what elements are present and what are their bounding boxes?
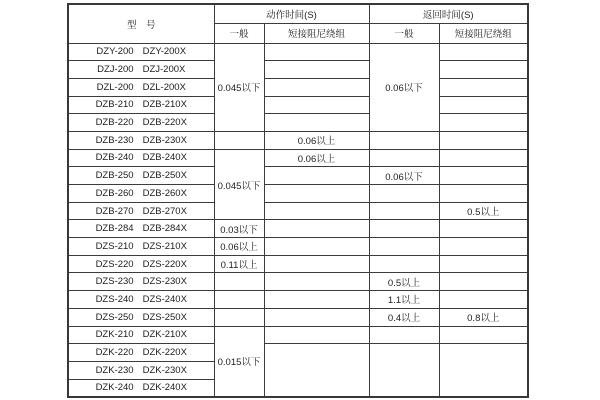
action-general-cell: 0.045以下: [214, 149, 264, 220]
model-cell: [68, 273, 214, 291]
header-action-general: 一般: [214, 23, 264, 43]
model-pair: [69, 46, 214, 57]
model-name: DZB-220: [95, 117, 134, 129]
model-pair: [69, 82, 214, 93]
return-damping-cell: [439, 114, 528, 132]
model-cell: [68, 78, 214, 96]
header-row-1: [68, 4, 528, 23]
model-name-x: DZJ-200X: [142, 64, 186, 76]
model-name: DZK-240: [95, 382, 134, 394]
return-damping-cell: 0.8以上: [439, 308, 528, 326]
model-name-x: DZY-200X: [142, 46, 187, 58]
model-pair: [69, 382, 214, 393]
model-cell: [68, 220, 214, 238]
table-row: [68, 149, 528, 167]
action-damping-cell: 0.06以上: [264, 131, 369, 149]
table-row: [68, 202, 528, 220]
model-name-x: DZB-210X: [142, 99, 187, 111]
model-cell: [68, 308, 214, 326]
model-cell: [68, 326, 214, 344]
return-general-cell: 0.06以下: [369, 167, 439, 185]
model-name-x: DZB-220X: [142, 117, 187, 129]
action-damping-cell: [264, 273, 369, 291]
spec-table: [67, 3, 529, 398]
model-name: DZB-240: [95, 152, 134, 164]
return-general-cell: [369, 326, 439, 344]
action-general-cell: [214, 291, 264, 309]
action-damping-cell: 0.06以上: [264, 149, 369, 167]
return-general-cell: [369, 344, 439, 397]
model-pair: [69, 223, 214, 234]
return-general-cell: 0.4以上: [369, 308, 439, 326]
model-pair: [69, 206, 214, 217]
model-cell: [68, 361, 214, 379]
header-action-time: 动作时间(S): [214, 4, 369, 23]
action-damping-cell: [264, 61, 369, 79]
return-damping-cell: 0.5以上: [439, 202, 528, 220]
return-general-cell: [369, 131, 439, 149]
return-damping-cell: [439, 167, 528, 185]
action-general-cell: [214, 308, 264, 326]
return-general-cell: 1.1以上: [369, 291, 439, 309]
return-general-cell: [369, 185, 439, 203]
table-row: [68, 185, 528, 203]
return-damping-cell: [439, 291, 528, 309]
model-name: DZL-200: [96, 81, 134, 93]
model-cell: [68, 255, 214, 273]
model-pair: [69, 188, 214, 199]
table-row: [68, 326, 528, 344]
table-row: [68, 78, 528, 96]
table-row: [68, 273, 528, 291]
table-row: [68, 308, 528, 326]
action-damping-cell: [264, 326, 369, 344]
model-name-x: DZS-210X: [142, 240, 187, 252]
action-damping-cell: [264, 185, 369, 203]
model-pair: [69, 241, 214, 252]
model-name-x: DZS-230X: [142, 276, 187, 288]
return-general-cell: [369, 255, 439, 273]
model-name: DZS-220: [95, 258, 134, 270]
model-name-x: DZS-220X: [142, 258, 187, 270]
table-row: [68, 43, 528, 61]
model-pair: [69, 347, 214, 358]
return-general-cell: 0.5以上: [369, 273, 439, 291]
table-row: [68, 291, 528, 309]
action-general-cell: 0.015以下: [214, 326, 264, 397]
model-cell: [68, 61, 214, 79]
model-name-x: DZS-250X: [142, 311, 187, 323]
action-damping-cell: [264, 255, 369, 273]
model-cell: [68, 291, 214, 309]
return-damping-cell: [439, 344, 528, 397]
header-return-time: 返回时间(S): [369, 4, 528, 23]
model-name-x: DZB-250X: [142, 170, 187, 182]
table-row: [68, 220, 528, 238]
return-general-cell: [369, 220, 439, 238]
table-row: [68, 344, 528, 362]
model-cell: [68, 238, 214, 256]
return-damping-cell: [439, 220, 528, 238]
return-damping-cell: [439, 149, 528, 167]
action-damping-cell: [264, 220, 369, 238]
action-general-cell: [214, 131, 264, 149]
model-pair: [69, 152, 214, 163]
model-name-x: DZB-260X: [142, 187, 187, 199]
return-damping-cell: [439, 78, 528, 96]
model-pair: [69, 117, 214, 128]
model-cell: [68, 96, 214, 114]
model-pair: [69, 365, 214, 376]
model-cell: [68, 344, 214, 362]
action-damping-cell: [264, 308, 369, 326]
action-damping-cell: [264, 78, 369, 96]
model-name-x: DZB-284X: [142, 223, 187, 235]
model-pair: [69, 170, 214, 181]
model-name: DZB-250: [95, 170, 134, 182]
model-name: DZB-270: [95, 205, 134, 217]
table-row: [68, 61, 528, 79]
model-name: DZK-230: [95, 364, 134, 376]
return-damping-cell: [439, 61, 528, 79]
model-name-x: DZK-220X: [142, 347, 187, 359]
model-name-x: DZK-210X: [142, 329, 187, 341]
model-pair: [69, 259, 214, 270]
return-damping-cell: [439, 273, 528, 291]
action-damping-cell: [264, 291, 369, 309]
model-pair: [69, 294, 214, 305]
model-name-x: DZL-200X: [142, 81, 186, 93]
action-damping-cell: [264, 202, 369, 220]
action-damping-cell: [264, 96, 369, 114]
model-name: DZS-230: [95, 276, 134, 288]
model-name: DZB-260: [95, 187, 134, 199]
action-damping-cell: [264, 43, 369, 61]
model-name-x: DZS-240X: [142, 293, 187, 305]
return-damping-cell: [439, 255, 528, 273]
model-cell: [68, 202, 214, 220]
model-pair: [69, 276, 214, 287]
model-name: DZK-210: [95, 329, 134, 341]
model-name: DZK-220: [95, 347, 134, 359]
model-pair: [69, 99, 214, 110]
model-cell: [68, 167, 214, 185]
action-damping-cell: [264, 344, 369, 397]
model-name-x: DZK-230X: [142, 364, 187, 376]
action-damping-cell: [264, 167, 369, 185]
return-general-cell: 0.06以下: [369, 43, 439, 131]
header-action-damping: 短接阻尼绕组: [264, 23, 369, 43]
table-row: [68, 131, 528, 149]
model-name: DZS-210: [95, 240, 134, 252]
action-general-cell: 0.06以上: [214, 238, 264, 256]
model-cell: [68, 185, 214, 203]
header-return-general: 一般: [369, 23, 439, 43]
model-name: DZS-250: [95, 311, 134, 323]
model-cell: [68, 131, 214, 149]
table-row: [68, 255, 528, 273]
model-name: DZB-284: [95, 223, 134, 235]
model-cell: [68, 114, 214, 132]
model-cell: [68, 149, 214, 167]
action-general-cell: 0.03以下: [214, 220, 264, 238]
model-name: DZS-240: [95, 293, 134, 305]
model-name: DZB-210: [95, 99, 134, 111]
table-row: [68, 96, 528, 114]
model-name: DZB-230: [95, 134, 134, 146]
model-name: DZY-200: [96, 46, 134, 58]
header-return-damping: 短接阻尼绕组: [439, 23, 528, 43]
return-general-cell: [369, 202, 439, 220]
table-row: [68, 167, 528, 185]
action-damping-cell: [264, 114, 369, 132]
model-name-x: DZK-240X: [142, 382, 187, 394]
table-row: [68, 114, 528, 132]
model-name-x: DZB-270X: [142, 205, 187, 217]
model-cell: [68, 43, 214, 61]
return-damping-cell: [439, 238, 528, 256]
header-model: 型 号: [68, 4, 214, 43]
model-name-x: DZB-240X: [142, 152, 187, 164]
action-general-cell: 0.045以下: [214, 43, 264, 131]
return-damping-cell: [439, 43, 528, 61]
return-damping-cell: [439, 185, 528, 203]
return-damping-cell: [439, 326, 528, 344]
model-name-x: DZB-230X: [142, 134, 187, 146]
return-damping-cell: [439, 96, 528, 114]
model-pair: [69, 329, 214, 340]
model-pair: [69, 64, 214, 75]
action-general-cell: 0.11以上: [214, 255, 264, 273]
model-cell: [68, 379, 214, 397]
model-pair: [69, 135, 214, 146]
table-row: [68, 238, 528, 256]
return-general-cell: [369, 238, 439, 256]
return-general-cell: [369, 149, 439, 167]
return-damping-cell: [439, 131, 528, 149]
model-name: DZJ-200: [97, 64, 134, 76]
model-pair: [69, 312, 214, 323]
action-general-cell: [214, 273, 264, 291]
action-damping-cell: [264, 238, 369, 256]
